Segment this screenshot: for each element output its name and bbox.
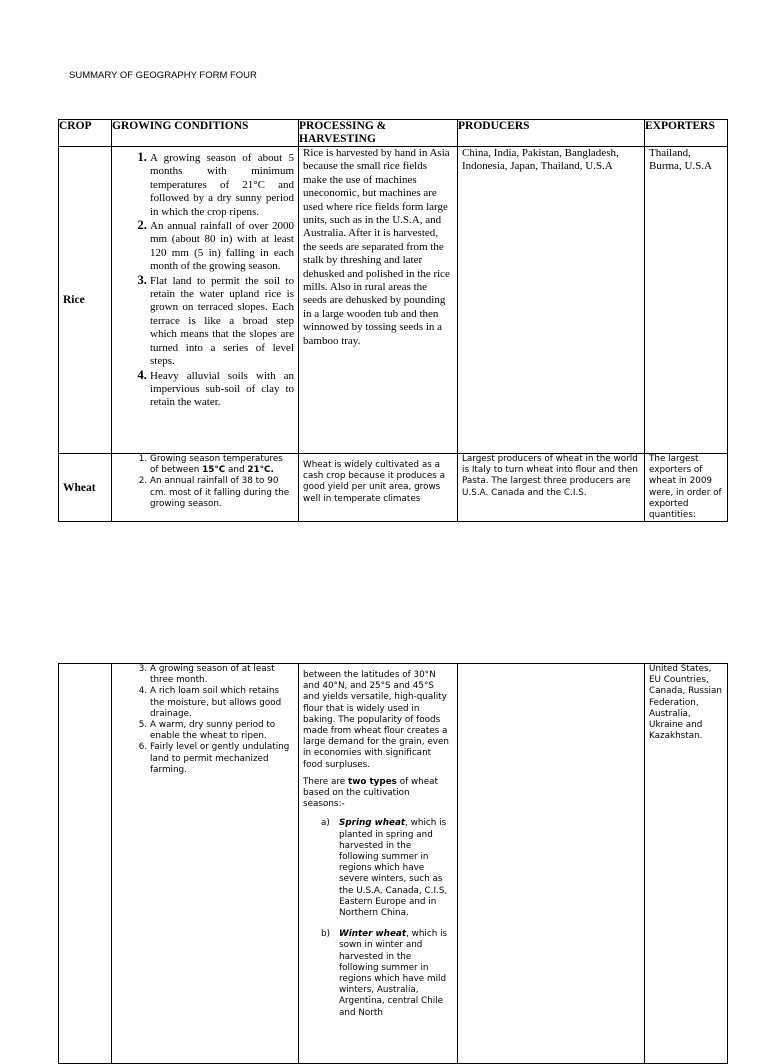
list-item: 2. An annual rainfall of 38 to 90 cm. most of it falling during the growing season. bbox=[150, 476, 294, 510]
list-item: 2. An annual rainfall of over 2000 mm (about 80 in) with at least 120 mm (5 in) falling in each month of the growing season. bbox=[150, 219, 294, 274]
temperature-max: 21°C. bbox=[247, 465, 274, 476]
spring-wheat-title: Spring wheat bbox=[339, 818, 406, 829]
crop-table-continued bbox=[58, 663, 728, 1064]
list-item bbox=[150, 454, 294, 476]
processing-text: between the latitudes of 30°N and 40°N, and 25°S and 45°S and yields versatile, high-quality flour that is widely used in baking. The popularity of foods made from wheat flour creates a large demand for the grain, even in economies with significant food surpluses. bbox=[303, 670, 449, 770]
header-processing-harvesting: PROCESSING & HARVESTING bbox=[299, 120, 458, 147]
types-text: There are bbox=[303, 776, 349, 787]
growing-conditions-cell bbox=[112, 664, 299, 1064]
types-emphasis: two types bbox=[348, 776, 397, 787]
spring-wheat-text: , which is planted in spring and harvested in the following summer in regions which have severe winters, such as the U.S.A, Canada, C.I.S, Eastern Europe and in Northern China. bbox=[339, 818, 448, 919]
crop-name: Wheat bbox=[59, 454, 112, 522]
producers-cell: Largest producers of wheat in the world is Italy to turn wheat into flour and then Pasta. The largest three producers are U.S.A. Canada and the C.I.S. bbox=[458, 454, 645, 522]
table-header-row bbox=[59, 120, 728, 147]
list-marker: b) bbox=[321, 929, 331, 940]
list-item: 5. A warm, dry sunny period to enable the wheat to ripen. bbox=[150, 720, 294, 742]
table-row-rice bbox=[59, 147, 728, 454]
winter-wheat-text: , which is sown in winter and harvested in the following summer in regions which have mild winters, Australia, Argentina, central Chile and North bbox=[339, 929, 448, 1018]
producers-cell-empty bbox=[458, 664, 645, 1064]
wheat-types-intro bbox=[303, 777, 453, 811]
processing-cell: Wheat is widely cultivated as a cash crop because it produces a good yield per unit area, grows well in temperate climates bbox=[299, 454, 458, 522]
processing-cell bbox=[299, 664, 458, 1064]
crop-name: Rice bbox=[59, 147, 112, 454]
table-row-wheat bbox=[59, 454, 728, 522]
exporters-cell: Thailand, Burma, U.S.A bbox=[645, 147, 728, 454]
growing-conditions-cell bbox=[112, 147, 299, 454]
header-producers: PRODUCERS bbox=[458, 120, 645, 147]
crop-table bbox=[58, 119, 728, 522]
header-crop: CROP bbox=[59, 120, 112, 147]
list-item: 4. A rich loam soil which retains the moisture, but allows good drainage. bbox=[150, 686, 294, 720]
producers-cell: China, India, Pakistan, Bangladesh, Indonesia, Japan, Thailand, U.S.A bbox=[458, 147, 645, 454]
condition-text: and bbox=[225, 465, 248, 476]
condition-text: Growing season temperatures of between bbox=[150, 454, 283, 476]
exporters-cell: United States, EU Countries, Canada, Russian Federation, Australia, Ukraine and Kazakhstan. bbox=[645, 664, 728, 1064]
list-item: 3. A growing season of at least three month. bbox=[150, 664, 294, 686]
exporters-cell: The largest exporters of wheat in 2009 were, in order of exported quantities: bbox=[645, 454, 728, 522]
crop-cell-empty bbox=[59, 664, 112, 1064]
list-marker: a) bbox=[321, 818, 330, 829]
list-item bbox=[321, 818, 453, 919]
types-text: of wheat based on the cultivation seasons:- bbox=[303, 776, 438, 810]
growing-conditions-cell bbox=[112, 454, 299, 522]
list-item: 1. A growing season of about 5 months with minimum temperatures of 21°C and followed by a dry sunny period in which the crop ripens. bbox=[150, 151, 294, 219]
page-title: SUMMARY OF GEOGRAPHY FORM FOUR bbox=[69, 70, 257, 81]
conditions-list bbox=[116, 664, 294, 776]
list-item bbox=[321, 929, 453, 1019]
list-item: 3. Flat land to permit the soil to retain the water upland rice is grown on terraced slopes. Each terrace is like a broad step which means that the slopes are turned into a series of level steps. bbox=[150, 274, 294, 369]
table-row-wheat-continued bbox=[59, 664, 728, 1064]
processing-cell: Rice is harvested by hand in Asia because the small rice fields make the use of machines uneconomic, but machines are used where rice fields form large units, such as in the U.S.A, and Australia. After it is harvested, the seeds are separated from the stalk by threshing and later dehusked and polished in the rice mills. Also in rural areas the seeds are dehusked by pounding in a large wooden tub and then winnowed by tossing seeds in a bamboo tray. bbox=[299, 147, 458, 454]
temperature-min: 15°C bbox=[202, 465, 226, 476]
list-item: 4. Heavy alluvial soils with an impervious sub-soil of clay to retain the water. bbox=[150, 369, 294, 410]
header-exporters: EXPORTERS bbox=[645, 120, 728, 147]
wheat-types-list bbox=[303, 818, 453, 1018]
header-growing-conditions: GROWING CONDITIONS bbox=[112, 120, 299, 147]
conditions-list bbox=[116, 151, 294, 410]
winter-wheat-title: Winter wheat bbox=[339, 929, 407, 940]
conditions-list bbox=[116, 454, 294, 510]
list-item: 6. Fairly level or gently undulating land to permit mechanized farming. bbox=[150, 742, 294, 776]
